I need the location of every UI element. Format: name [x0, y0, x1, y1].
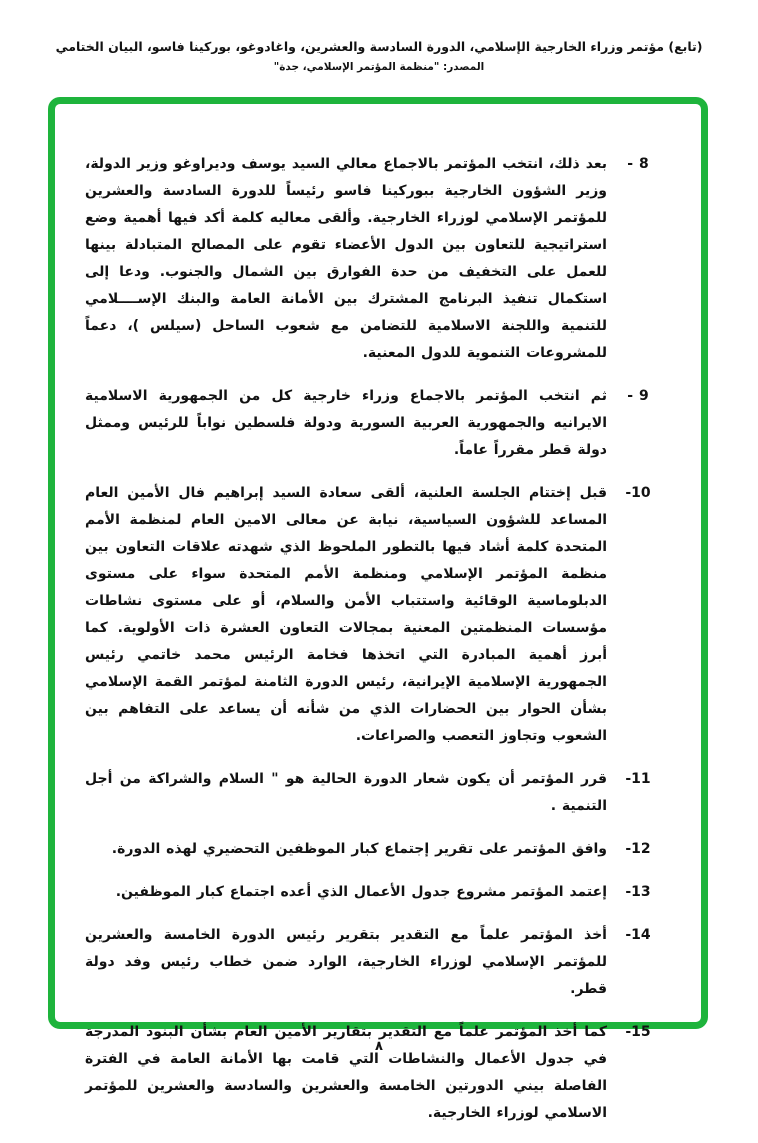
item-number: 11-: [625, 771, 651, 787]
item-number: 12-: [625, 841, 651, 857]
numbered-item-13: [85, 879, 663, 906]
document-header: [0, 39, 758, 73]
item-text: ثم انتخب المؤتمر بالاجماع وزراء خارجية كل من الجمهورية الاسلامية الايرانيه والجمهورية العربية السورية ودولة فلسطين نواباً للرئيس وممثل دولة قطر مقرراً عاماً.: [85, 388, 607, 458]
item-text: بعد ذلك، انتخب المؤتمر بالاجماع معالي السيد يوسف وديراوغو وزير الدولة، وزير الشؤون الخارجية ببوركينا فاسو رئيساً للدورة السادسة والعشرين للمؤتمر الإسلامي لوزراء الخارجية. وألقى معاليه كلمة أكد فيها أهمية وضع استراتيجية للتعاون بين الدول الأعضاء تقوم على المصالح المتبادلة بينها للعمل على التخفيف من حدة الفوارق بين الشمال والجنوب. ودعا إلى استكمال تنفيذ البرنامج المشترك بين الأمانة العامة والبنك الإســــلامي للتنمية واللجنة الاسلامية للتضامن مع شعوب الساحل (سيلس )، دعماً للمشروعات التنموية للدول المعنية.: [85, 156, 607, 361]
item-text: وافق المؤتمر على تقرير إجتماع كبار الموظفين التحضيري لهذه الدورة.: [111, 841, 607, 857]
item-text: إعتمد المؤتمر مشروع جدول الأعمال الذي أعده اجتماع كبار الموظفين.: [115, 884, 607, 900]
numbered-item-15: [85, 1019, 663, 1127]
numbered-item-10: [85, 480, 663, 750]
item-text: كما أخذ المؤتمر علماً مع التقدير بتقارير الأمين العام بشأن البنود المدرجة في جدول الأعمال والنشاطات التي قامت بها الأمانة العامة في الفترة الفاصلة بيني الدورتين الخامسة والعشرين والسادسة والعشرين للمؤتمر الاسلامي لوزراء الخارجية.: [85, 1024, 607, 1121]
item-text: قبل إختتام الجلسة العلنية، ألقى سعادة السيد إبراهيم فال الأمين العام المساعد للشؤون السياسية، نيابة عن معالى الامين العام لمنظمة الأمم المتحدة كلمة أشاد فيها بالتطور الملحوظ الذي شهدته علاقات التعاون بين منظمة المؤتمر الإسلامي ومنظمة الأمم المتحدة سواء على مستوى الدبلوماسية الوقائية واستتباب الأمن والسلام، أو على مستوى نشاطات مؤسسات المنظمتين المعنية بمجالات التعاون العشرة ذات الأولوية. كما أبرز أهمية المبادرة التي اتخذها فخامة الرئيس محمد خاتمي رئيس الجمهورية الإسلامية الإيرانية، رئيس الدورة الثامنة لمؤتمر القمة الإسلامي بشأن الحوار بين الحضارات الذي من شأنه أن يساعد على التفاهم بين الشعوب وتجاوز التعصب والصراعات.: [85, 485, 607, 744]
numbered-item-11: [85, 766, 663, 820]
item-number: 10-: [625, 485, 651, 501]
page-number: ٨: [375, 1039, 383, 1054]
item-number: 8 -: [627, 156, 649, 172]
body-text-block: [85, 151, 663, 1143]
numbered-item-12: [85, 836, 663, 863]
item-number: 13-: [625, 884, 651, 900]
item-text: قرر المؤتمر أن يكون شعار الدورة الحالية هو " السلام والشراكة من أجل التنمية .: [85, 771, 607, 814]
header-title: (تابع) مؤتمر وزراء الخارجية الإسلامي، الدورة السادسة والعشرين، واغادوغو، بوركينا فاسو، البيان الختامي: [55, 39, 703, 54]
item-text: أخذ المؤتمر علماً مع التقدير بتقرير رئيس الدورة الخامسة والعشرين للمؤتمر الإسلامي لوزراء الخارجية، الوارد ضمن خطاب رئيس وفد دولة قطر.: [85, 927, 607, 997]
numbered-item-8: [85, 151, 663, 367]
item-number: 14-: [625, 927, 651, 943]
numbered-item-14: [85, 922, 663, 1003]
header-source: المصدر: "منظمة المؤتمر الإسلامي، جدة": [273, 61, 485, 73]
item-number: 9 -: [627, 388, 649, 404]
numbered-item-9: [85, 383, 663, 464]
item-number: 15-: [625, 1024, 651, 1040]
